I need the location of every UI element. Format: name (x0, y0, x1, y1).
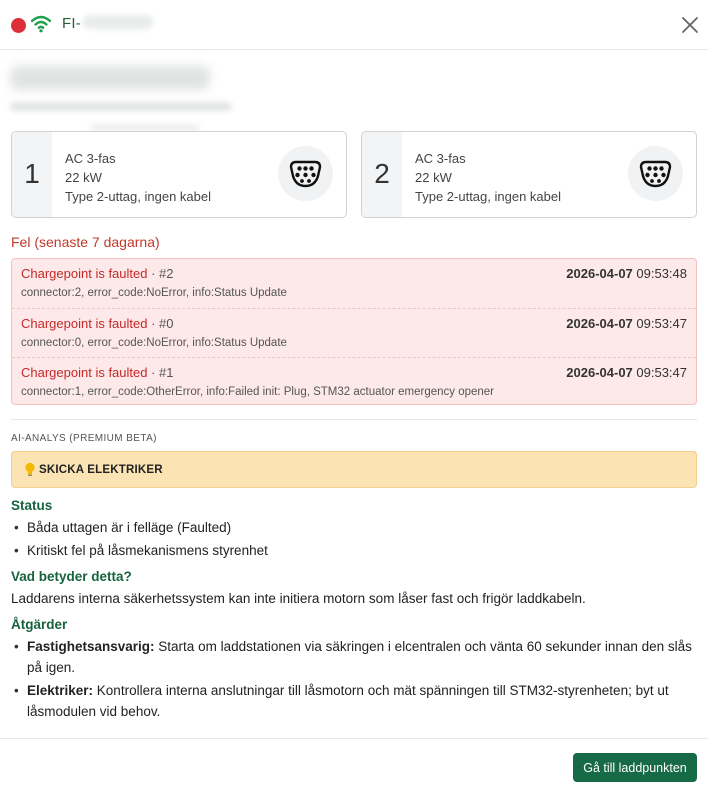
close-icon[interactable] (678, 13, 702, 37)
action-role: Elektriker: (27, 683, 94, 698)
connector-type: AC 3-fas (65, 151, 116, 166)
status-indicator-dot (11, 18, 26, 33)
error-title: Chargepoint is faulted · #1 (21, 365, 174, 380)
error-index: · #1 (147, 365, 174, 380)
error-index: · #2 (147, 266, 174, 281)
action-text: Kontrollera interna anslutningar till låsmotorn och mät spänningen till STM32-styrenheten; byt ut låsmodulen vid behov. (27, 683, 669, 719)
station-id-prefix: FI- (62, 15, 81, 32)
actions-heading: Åtgärder (11, 617, 68, 632)
error-timestamp: 2026-04-07 09:53:47 (566, 365, 687, 380)
station-id (62, 15, 153, 32)
ai-analysis-label: AI-ANALYS (PREMIUM BETA) (11, 433, 157, 444)
connector-card-2 (361, 131, 697, 218)
connector-power: 22 kW (415, 170, 452, 185)
action-role: Fastighetsansvarig: (27, 639, 155, 654)
lightbulb-icon (24, 462, 36, 478)
error-detail: connector:0, error_code:NoError, info:Status Update (21, 337, 287, 349)
recommendation-text: SKICKA ELEKTRIKER (39, 464, 163, 476)
error-detail: connector:1, error_code:OtherError, info:Failed init: Plug, STM32 actuator emergency opener (21, 386, 495, 398)
redacted-station-address (10, 102, 232, 111)
connector-power: 22 kW (65, 170, 102, 185)
dialog-header (0, 0, 708, 50)
station-id-redacted (83, 15, 153, 29)
section-divider (11, 419, 697, 420)
redacted-station-name (10, 66, 210, 90)
recommendation-alert (11, 451, 697, 488)
status-item: • Båda uttagen är i felläge (Faulted) (11, 517, 701, 538)
meaning-heading: Vad betyder detta? (11, 569, 132, 584)
go-to-chargepoint-button[interactable]: Gå till laddpunkten (573, 753, 697, 782)
action-item (11, 636, 693, 678)
connector-number: 1 (24, 158, 40, 189)
action-item (11, 680, 693, 722)
status-heading: Status (11, 498, 53, 513)
error-timestamp: 2026-04-07 09:53:47 (566, 316, 687, 331)
connector-card-1 (11, 131, 347, 218)
error-index: · #0 (147, 316, 174, 331)
error-row (12, 259, 696, 308)
error-timestamp: 2026-04-07 09:53:48 (566, 266, 687, 281)
error-row (12, 357, 696, 406)
error-row (12, 308, 696, 357)
connector-type: AC 3-fas (415, 151, 466, 166)
connector-number: 2 (374, 158, 390, 189)
error-detail: connector:2, error_code:NoError, info:Status Update (21, 287, 287, 299)
error-title: Chargepoint is faulted · #0 (21, 316, 174, 331)
footer-divider (0, 738, 708, 739)
wifi-icon (31, 15, 51, 33)
errors-list (11, 258, 697, 405)
meaning-text: Laddarens interna säkerhetssystem kan inte initiera motorn som låser fast och frigör laddkabeln. (11, 591, 586, 606)
connector-socket: Type 2-uttag, ingen kabel (65, 189, 211, 204)
status-item: • Kritiskt fel på låsmekanismens styrenhet (11, 540, 701, 561)
connector-socket: Type 2-uttag, ingen kabel (415, 189, 561, 204)
type2-plug-icon (628, 146, 683, 201)
errors-heading: Fel (senaste 7 dagarna) (11, 234, 160, 250)
action-text: Starta om laddstationen via säkringen i elcentralen och vänta 60 sekunder innan den slås på igen. (27, 639, 692, 675)
type2-plug-icon (278, 146, 333, 201)
error-title: Chargepoint is faulted · #2 (21, 266, 174, 281)
